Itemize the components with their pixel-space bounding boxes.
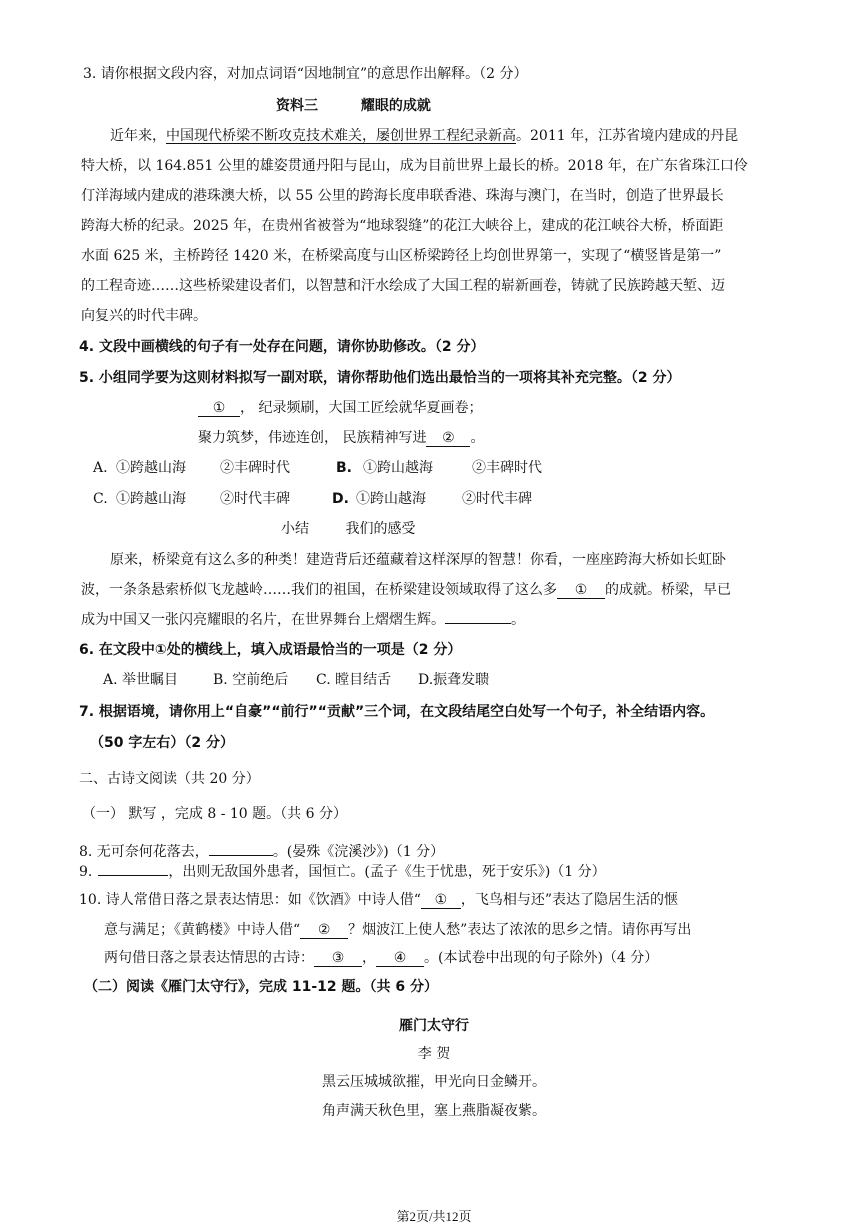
option-a-letter[interactable]: A. [93, 460, 108, 476]
question-9 [79, 862, 606, 882]
option-c-2: ②时代丰碑 [220, 491, 290, 507]
q10-line [104, 948, 658, 968]
question-7-line-2: （50 字左右）（2 分） [90, 735, 234, 751]
text: 波，一条条悬索桥似飞龙越岭……我们的祖国，在桥梁建设领域取得了这么多 [81, 582, 557, 598]
summary-blank-end[interactable] [445, 623, 511, 624]
text: 成为中国又一张闪亮耀眼的名片，在世界舞台上熠熠生辉。 [81, 612, 445, 628]
paragraph-line [81, 610, 525, 630]
option-d-1: ①跨山越海 [356, 491, 426, 507]
text: ， 纪录频刷，大国工匠绘就华夏画卷； [240, 400, 483, 416]
text: 聚力筑梦，伟迹连创， 民族精神写进 [198, 430, 427, 446]
part-1-heading: （一） 默写 ，完成 8 - 10 题。（共 6 分） [82, 806, 347, 822]
couplet-line-1 [198, 398, 482, 418]
q6-option-c[interactable]: C. 瞠目结舌 [316, 672, 392, 688]
couplet-line-2 [198, 428, 484, 448]
paragraph-line: 原来，桥梁竟有这么多的种类！建造背后还蕴藏着这样深厚的智慧！你看，一座座跨海大桥如长虹卧 [110, 552, 726, 568]
text: ，飞鸟相与还”表达了隐居生活的惬 [460, 892, 679, 908]
poem-title: 雁门太守行 [399, 1018, 469, 1034]
q6-option-d[interactable]: D.振聋发聩 [418, 672, 490, 688]
option-c-letter[interactable]: C. [93, 491, 108, 507]
q6-option-a[interactable]: A. 举世瞩目 [103, 672, 179, 688]
page-footer: 第2页/共12页 [396, 1209, 472, 1224]
paragraph-line: 特大桥，以 164.851 公里的雄姿贯通丹阳与昆山，成为目前世界上最长的桥。2018 年，在广东省珠江口伶 [81, 158, 748, 174]
text: 。 [470, 430, 485, 446]
option-d-2: ②时代丰碑 [462, 491, 532, 507]
text: 近年来， [110, 128, 166, 144]
q10-blank-3[interactable]: ③ [314, 950, 362, 967]
option-a-1: ①跨越山海 [116, 460, 186, 476]
option-d-letter[interactable]: D. [332, 491, 349, 507]
text: 9. [79, 864, 93, 880]
material-3-heading [276, 96, 431, 116]
part-2-heading: （二）阅读《雁门太守行》，完成 11-12 题。（共 6 分） [84, 979, 439, 995]
q8-blank[interactable] [209, 855, 273, 856]
text: 。2011 年，江苏省境内建成的丹昆 [516, 128, 739, 144]
question-8 [79, 842, 444, 862]
underlined-sentence: 中国现代桥梁不断攻克技术难关，屡创世界工程纪录新高 [166, 128, 516, 144]
paragraph-line: 跨海大桥的纪录。2025 年，在贵州省被誉为“地球裂缝”的花江大峡谷上，建成的花江峡谷大桥，桥面距 [81, 218, 724, 234]
couplet-blank-1[interactable]: ① [198, 400, 240, 417]
text: 。 [511, 612, 525, 628]
q9-blank[interactable] [98, 875, 168, 876]
summary-blank-1[interactable]: ① [557, 582, 605, 599]
question-3: 3. 请你根据文段内容，对加点词语“因地制宜”的意思作出解释。（2 分） [83, 66, 528, 82]
text: ？烟波江上使人愁”表达了浓浓的思乡之情。请你再写出 [348, 922, 692, 938]
poem-line-2: 角声满天秋色里，塞上燕脂凝夜紫。 [322, 1103, 546, 1119]
section-2-heading: 二、古诗文阅读（共 20 分） [79, 771, 260, 787]
summary-label: 小结 [281, 521, 309, 537]
question-7-line-1: 7. 根据语境，请你用上“自豪”“前行”“贡献”三个词，在文段结尾空白处写一个句子，补全结语内容。 [79, 704, 715, 720]
option-a-2: ②丰碑时代 [220, 460, 290, 476]
option-b-2: ②丰碑时代 [472, 460, 542, 476]
q10-blank-1[interactable]: ① [421, 892, 461, 909]
q10-line [104, 920, 691, 940]
text: 意与满足；《黄鹤楼》中诗人借“ [104, 922, 301, 938]
text: 的成就。桥梁，早已 [605, 582, 731, 598]
summary-title: 我们的感受 [345, 521, 416, 537]
text: 。(本试卷中出现的句子除外)（4 分） [424, 950, 659, 966]
question-5: 5. 小组同学要为这则材料拟写一副对联，请你帮助他们选出最恰当的一项将其补充完整。（2 分） [79, 370, 681, 386]
poem-line-1: 黑云压城城欲摧，甲光向日金鳞开。 [322, 1074, 546, 1090]
q10-line [79, 890, 678, 910]
q10-blank-2[interactable]: ② [300, 922, 348, 939]
paragraph-line: 向复兴的时代丰碑。 [81, 308, 207, 324]
text: 10. 诗人常借日落之景表达情思：如《饮酒》中诗人借“ [79, 892, 421, 908]
summary-heading [281, 519, 415, 539]
paragraph-line [110, 126, 738, 146]
paragraph-line [81, 580, 731, 600]
paragraph-line: 水面 625 米，主桥跨径 1420 米，在桥梁高度与山区桥梁跨径上均创世界第一，实现了“横竖皆是第一” [81, 248, 722, 264]
paragraph-line: 的工程奇迹……这些桥梁建设者们，以智慧和汗水绘成了大国工程的崭新画卷，铸就了民族跨越天堑、迈 [81, 278, 725, 294]
couplet-blank-2[interactable]: ② [426, 430, 470, 447]
paragraph-line: 仃洋海域内建成的港珠澳大桥，以 55 公里的跨海长度串联香港、珠海与澳门，在当时，创造了世界最长 [81, 188, 724, 204]
question-4: 4. 文段中画横线的句子有一处存在问题，请你协助修改。（2 分） [79, 339, 485, 355]
q6-option-b[interactable]: B. 空前绝后 [213, 672, 289, 688]
option-b-1: ①跨山越海 [363, 460, 433, 476]
poem-author: 李 贺 [417, 1046, 451, 1062]
question-6: 6. 在文段中①处的横线上，填入成语最恰当的一项是（2 分） [79, 642, 462, 658]
text: 。(晏殊《浣溪沙》)（1 分） [272, 844, 445, 860]
text: ，出则无敌国外患者，国恒亡。(孟子《生于忧患，死于安乐》)（1 分） [168, 864, 606, 880]
text: 8. 无可奈何花落去， [79, 844, 209, 860]
text: ， [362, 950, 376, 966]
material-3-label: 资料三 [276, 98, 318, 114]
option-c-1: ①跨越山海 [116, 491, 186, 507]
text: 两句借日落之景表达情思的古诗： [104, 950, 314, 966]
option-b-letter[interactable]: B. [336, 460, 352, 476]
material-3-title: 耀眼的成就 [360, 98, 431, 114]
q10-blank-4[interactable]: ④ [376, 950, 424, 967]
